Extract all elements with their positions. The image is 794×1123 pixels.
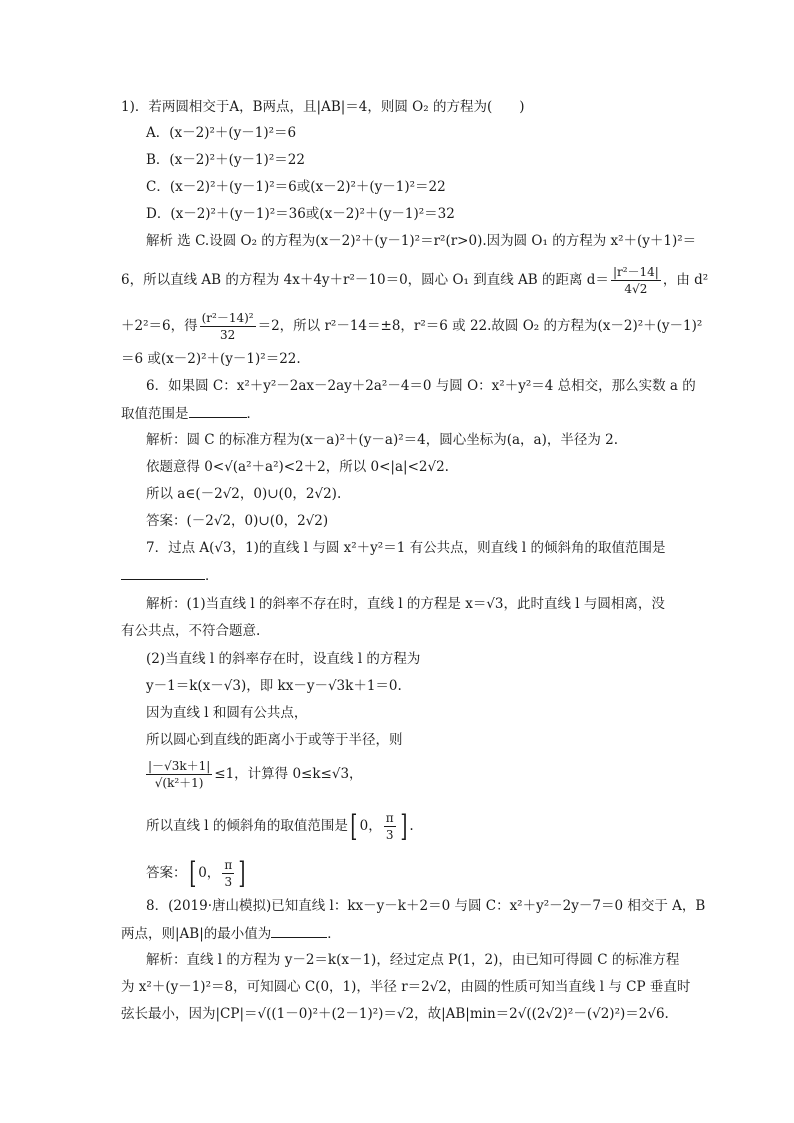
fraction-numerator: π [385,811,394,825]
solution-line: 解析 选 C.设圆 O₂ 的方程为(x－2)²＋(y－1)²＝r²(r>0).因为圆 O₁ 的方程为 x²＋(y＋1)²＝ [146,233,697,249]
fraction-numerator: π [224,858,233,872]
fraction [222,857,234,890]
solution-line [121,310,702,343]
solution-line [146,810,414,843]
fraction-numerator: (r²－14)² [201,311,254,325]
text-segment: 6，所以直线 AB 的方程为 4x＋4y＋r²－10＝0，圆心 O₁ 到直线 AB 的距离 d＝ [121,272,609,288]
text-segment: ． [205,568,219,584]
text-segment: ． [327,926,341,942]
answer-blank [271,924,327,938]
fraction [200,310,256,343]
fraction-numerator: |r²－14| [612,265,659,279]
fraction-numerator: |－√3k＋1| [148,759,211,773]
text-segment: ，由 d² [662,272,709,288]
problem-8-stem [121,924,341,943]
text-segment: ＋2²＝6，得 [121,318,198,334]
solution-line [121,264,708,297]
option-c: C．(x－2)²＋(y－1)²＝6或(x－2)²＋(y－1)²＝22 [146,179,446,195]
answer-line: 答案：(－2√2，0)∪(0，2√2) [146,513,329,529]
problem-7-stem [121,566,219,585]
solution-line: 解析：(1)当直线 l 的斜率不存在时，直线 l 的方程是 x＝√3，此时直线 l 与圆相离，没 [146,596,665,612]
option-b: B．(x－2)²＋(y－1)²＝22 [146,152,305,168]
answer-blank [189,404,247,418]
solution-line: 解析：圆 C 的标准方程为(x－a)²＋(y－a)²＝4，圆心坐标为(a，a)，半径为 2. [146,432,619,448]
solution-line: 所以 a∈(－2√2，0)∪(0，2√2). [146,486,342,502]
solution-line: (2)当直线 l 的斜率存在时，设直线 l 的方程为 [146,651,421,667]
range-lower: 0， [359,818,382,834]
fraction [611,264,661,297]
problem-8-stem: 8．(2019·唐山模拟)已知直线 l：kx－y－k＋2＝0 与圆 C：x²＋y²－2y－7＝0 相交于 A，B [146,898,706,914]
solution-line: 因为直线 l 和圆有公共点， [146,705,308,721]
fraction-denominator: 3 [224,875,233,889]
solution-line [146,758,363,791]
problem-6-stem [121,404,260,423]
solution-line: 有公共点，不符合题意. [121,623,261,639]
text-segment: 答案： [146,865,187,881]
option-a: A．(x－2)²＋(y－1)²＝6 [146,125,297,141]
solution-line: y－1＝k(x－√3)，即 kx－y－√3k＋1＝0. [146,678,402,694]
text-segment: 取值范围是 [121,406,189,422]
fraction-denominator: 32 [219,328,236,342]
answer-blank [121,566,205,580]
fraction-denominator: √(k²＋1) [154,776,204,790]
solution-line: ＝6 或(x－2)²＋(y－1)²＝22. [121,351,301,367]
solution-line: 弦长最小，因为|CP|＝√((1－0)²＋(2－1)²)＝√2，故|AB|min＝2√((2√2)²－(√2)²)＝2√6. [121,1006,669,1022]
solution-line: 为 x²＋(y－1)²＝8，可知圆心 C(0，1)，半径 r＝2√2，由圆的性质可知当直线 l 与 CP 垂直时 [121,979,691,995]
answer-line [146,857,248,890]
problem-stem: 1)．若两圆相交于A，B两点，且|AB|＝4，则圆 O₂ 的方程为( ) [121,99,525,115]
solution-line: 解析：直线 l 的方程为 y－2＝k(x－1)，经过定点 P(1，2)，由已知可得圆 C 的标准方程 [146,952,680,968]
option-d: D．(x－2)²＋(y－1)²＝36或(x－2)²＋(y－1)²＝32 [146,206,455,222]
range-lower: 0， [198,865,221,881]
fraction [384,810,396,843]
solution-line: 所以圆心到直线的距离小于或等于半径，则 [146,732,403,748]
left-bracket: [ [350,808,358,844]
text-segment: 两点，则|AB|的最小值为 [121,926,272,942]
left-bracket: [ [188,855,196,891]
text-segment: . [409,818,414,834]
problem-7-stem: 7．过点 A(√3，1)的直线 l 与圆 x²＋y²＝1 有公共点，则直线 l 的倾斜角的取值范围是 [146,540,666,556]
text-segment: ． [246,406,260,422]
fraction-denominator: 3 [385,828,394,842]
fraction [146,758,212,791]
right-bracket: ] [238,855,246,891]
text-segment: ＝2，所以 r²－14＝±8，r²＝6 或 22.故圆 O₂ 的方程为(x－2)²＋(y－1)² [257,318,703,334]
text-segment: ≤1，计算得 0≤k≤√3， [214,766,363,782]
text-segment: 所以直线 l 的倾斜角的取值范围是 [146,818,348,834]
fraction-denominator: 4√2 [624,282,648,296]
right-bracket: ] [399,808,407,844]
solution-line: 依题意得 0<√(a²＋a²)<2＋2，所以 0<|a|<2√2. [146,459,449,475]
problem-6-stem: 6．如果圆 C：x²＋y²－2ax－2ay＋2a²－4＝0 与圆 O：x²＋y²＝4 总相交，那么实数 a 的 [146,378,696,394]
